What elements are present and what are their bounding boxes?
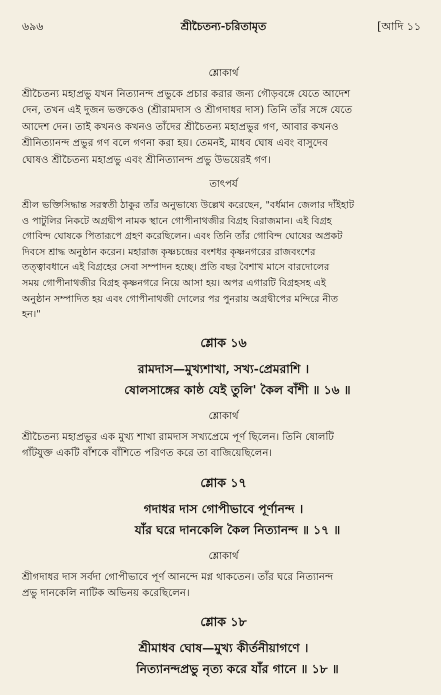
text-line: শ্রীগদাধর দাস সর্বদা গোপীভাবে পূর্ণ আনন্দে মগ্ন থাকতেন। তাঁর ঘরে নিত্যানন্দ [22,571,334,583]
text-line: দিবসে শ্রাদ্ধ অনুষ্ঠান করেন। মহারাজ কৃষ্ণচন্দ্রের বংশধর কৃষ্ণনগরের রাজবংশের [22,246,316,258]
verse-line: শ্রীমাধব ঘোষ—মুখ্য কীর্তনীয়াগণে । [138,641,309,656]
page-content [22,66,425,680]
text-line: দেন, তখন এই দুজন ভক্তকেও (শ্রীরামদাস ও শ্রীগদাধর দাস) তিনি তাঁর সঙ্গে যেতে [22,105,353,117]
shloka-heading: শ্লোক ১৮ [200,614,247,630]
text-line: শ্রীনিত্যানন্দ প্রভুর গণ বলে গণনা করা হয়। তেমনই, মাধব ঘোষ এবং বাসুদেব [22,138,328,150]
text-line: হন।" [22,309,41,321]
translation-paragraph [22,430,425,463]
shloka-heading: শ্লোক ১৬ [200,334,247,350]
translation-paragraph [22,87,425,169]
text-line: অনুষ্ঠান সম্পাদিত হয় এবং গোপীনাথজী দোলের পর পুনরায় অগ্রদ্বীপের মন্দিরে নীত [22,293,339,305]
text-line: গাঁটযুক্ত একটি বাঁশকে বাঁশিতে পরিণত করে তা বাজিয়েছিলেন। [22,448,273,460]
chapter-marker: [আদি ১১ [377,20,421,33]
text-line: শ্রীচৈতন্য মহাপ্রভুর এক মুখ্য শাখা রামদাস সখ্যপ্রেমে পূর্ণ ছিলেন। তিনি ষোলটি [22,431,334,443]
book-title: শ্রীচৈতন্য-চরিতামৃত [180,20,267,33]
verse-line: নিত্যানন্দপ্রভু নৃত্য করে যাঁর গানে ॥ ১৮ ॥ [136,662,339,677]
translation-paragraph [22,570,425,603]
section-label-translation: শ্লোকার্থ [208,550,239,562]
page-number: ৬৯৬ [22,20,44,33]
verse-line: ষোলসাঙ্গের কাষ্ঠ যেই তুলি' কৈল বাঁশী ॥ ১৬ ॥ [124,382,351,397]
text-line: শ্রীল ভক্তিসিদ্ধান্ত সরস্বতী ঠাকুর তাঁর অনুভাষ্যে উল্লেখ করেছেন, "বর্ধমান জেলার দাঁইহাট [22,200,355,212]
section-label-purport: তাৎপর্য [209,179,238,191]
shloka-heading: শ্লোক ১৭ [200,474,247,490]
purport-paragraph [22,198,425,323]
section-label-translation: শ্লোকার্থ [208,68,239,79]
shloka-verse [22,499,425,541]
text-line: আদেশ দেন। তাই কখনও কখনও তাঁদের শ্রীচৈতন্য মহাপ্রভুর গণ, আবার কখনও [22,121,339,133]
text-line: সময় গোপীনাথজীর বিগ্রহ কৃষ্ণনগরে নিয়ে আসা হয়। অপর এগারটি বিগ্রহসহ এই [22,278,326,289]
text-line: ঘোষও শ্রীচৈতন্য মহাপ্রভু এবং শ্রীনিত্যানন্দ প্রভু উভয়েরই গণ। [22,154,271,166]
text-line: তত্ত্বাবধানে এই বিগ্রহের সেবা সম্পাদন হচ্ছে। প্রতি বছর বৈশাখ মাসে বারদোলের [22,262,330,274]
text-line: গোবিন্দ ঘোষকে পিতারূপে গ্রহণ করেছিলেন। এবং তিনি তাঁর গোবিন্দ ঘোষের অপ্রকট [22,231,343,243]
shloka-verse [22,638,425,680]
verse-line: রামদাস—মুখ্যশাখা, সখ্য-প্রেমরাশি । [137,361,310,376]
text-line: শ্রীচৈতন্য মহাপ্রভু যখন নিত্যানন্দ প্রভুকে প্রচার করার জন্য গৌড়বঙ্গে যেতে আদেশ [22,89,351,100]
page-header [22,18,425,34]
verse-line: গদাধর দাস গোপীভাবে পূর্ণানন্দ । [143,501,304,516]
verse-line: যাঁর ঘরে দানকেলি কৈল নিত্যানন্দ ॥ ১৭ ॥ [134,522,341,537]
text-line: প্রভু দানকেলি নাটিক অভিনয় করেছিলেন। [22,588,190,599]
shloka-verse [22,359,425,401]
section-label-translation: শ্লোকার্থ [208,410,239,422]
text-line: ও পাটুলির নিকটে অগ্রদ্বীপ নামক স্থানে গোপীনাথজীর বিগ্রহ বিরাজমান। এই বিগ্রহ [22,215,332,227]
